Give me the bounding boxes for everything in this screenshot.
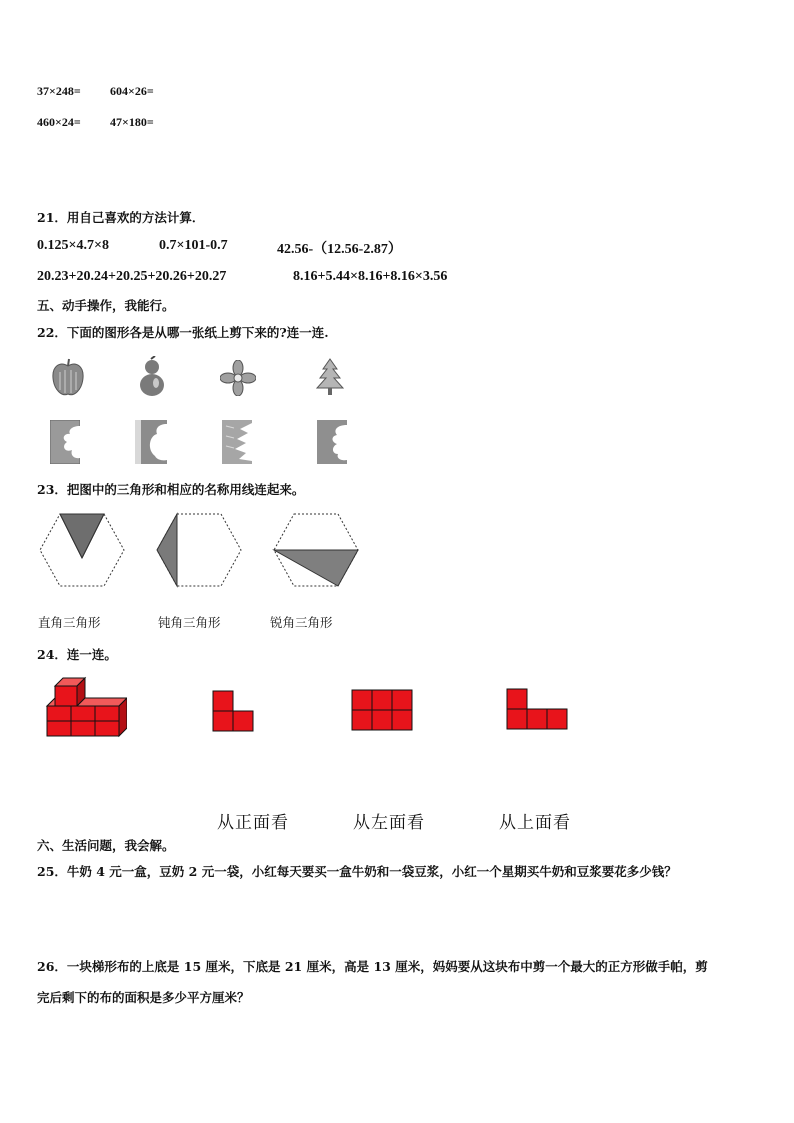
expression: 8.16+5.44×8.16+8.16×3.56 [293,269,448,284]
hexagon-figure-2 [155,512,243,588]
view-label-left: 从左面看 [353,813,425,833]
question-25-text: 25．牛奶 4 元一盒，豆奶 2 元一袋，小红每天要买一盒牛奶和一袋豆浆，小红一个星期买牛奶和豆浆要花多少钱？ [37,864,677,879]
flower-icon [220,360,256,396]
view-shape-1 [212,690,254,732]
expression: 0.7×101-0.7 [159,238,228,253]
triangle-name-obtuse: 钝角三角形 [158,615,221,630]
question-22-title: 22．下面的图形各是从哪一张纸上剪下来的?连一连. [37,325,329,340]
hexagon-figure-3 [272,512,360,588]
paper-4 [317,420,347,464]
view-label-front: 从正面看 [217,813,289,833]
calc-item: 47×180= [110,115,154,129]
expression: 20.23+20.24+20.25+20.26+20.27 [37,269,227,284]
paper-3 [222,420,252,464]
question-24-title: 24．连一连。 [37,647,117,662]
question-26-line-1: 26．一块梯形布的上底是 15 厘米，下底是 21 厘米，高是 13 厘米，妈妈要从这块布中剪一个最大的正方形做手帕，剪 [37,959,708,974]
gourd-icon [137,356,167,398]
calc-item: 37×248= [37,84,81,98]
apple-icon [50,358,86,398]
paper-2 [135,420,167,464]
calc-item: 604×26= [110,84,154,98]
calc-item: 460×24= [37,115,81,129]
view-shape-2 [351,689,413,731]
cube-stack-3d [45,676,127,738]
expression: 0.125×4.7×8 [37,238,109,253]
triangle-name-acute: 锐角三角形 [270,615,333,630]
question-23-title: 23．把图中的三角形和相应的名称用线连起来。 [37,482,305,497]
paper-1 [50,420,80,464]
view-label-top: 从上面看 [499,813,571,833]
section-5-title: 五、动手操作，我能行。 [37,298,175,313]
view-shape-3 [506,688,568,730]
tree-icon [316,358,344,396]
hexagon-figure-1 [38,512,126,588]
section-6-title: 六、生活问题，我会解。 [37,838,175,853]
expression: 42.56-（12.56-2.87） [277,242,402,257]
triangle-name-right: 直角三角形 [38,615,101,630]
question-21-title: 21．用自己喜欢的方法计算． [37,210,205,225]
question-26-line-2: 完后剩下的布的面积是多少平方厘米？ [37,990,250,1005]
